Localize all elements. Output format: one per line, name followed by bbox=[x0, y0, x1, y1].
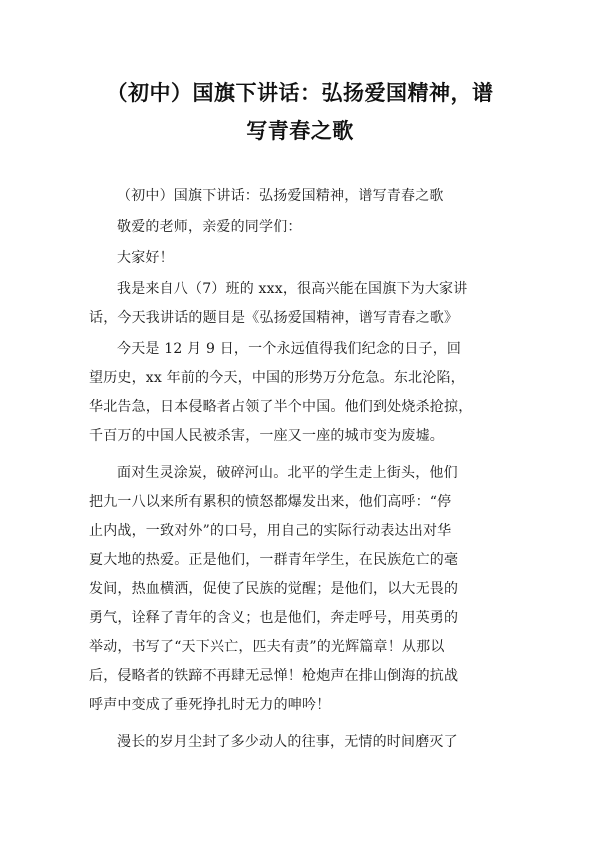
closing-paragraph bbox=[89, 728, 519, 757]
salutation-paragraph bbox=[89, 213, 519, 242]
greeting-paragraph bbox=[89, 244, 519, 273]
document-body bbox=[89, 182, 519, 757]
text-line: 话，今天我讲话的题目是《弘扬爱国精神，谱写青春之歌》 bbox=[89, 310, 459, 326]
text-line: 把九一八以来所有累积的愤怒都爆发出来，他们高呼：“停 bbox=[89, 494, 452, 510]
text-line: （初中）国旗下讲话：弘扬爱国精神，谱写青春之歌 bbox=[117, 188, 444, 204]
subtitle-paragraph bbox=[89, 182, 519, 211]
intro-paragraph bbox=[89, 275, 519, 333]
text-line: 发间，热血横洒，促使了民族的觉醒；是他们，以大无畏的 bbox=[89, 581, 459, 597]
document-title bbox=[60, 74, 540, 150]
history-paragraph bbox=[89, 335, 519, 451]
text-line: 今天是 12 月 9 日，一个永远值得我们纪念的日子，回 bbox=[117, 341, 462, 357]
text-line: 面对生灵涂炭，破碎河山。北平的学生走上街头，他们 bbox=[117, 465, 458, 481]
text-line: 望历史，xx 年前的今天，中国的形势万分危急。东北沦陷， bbox=[89, 370, 465, 386]
text-line: 呼声中变成了垂死挣扎时无力的呻吟！ bbox=[89, 697, 331, 713]
title-line: （初中）国旗下讲话：弘扬爱国精神，谱 bbox=[106, 81, 494, 105]
students-paragraph bbox=[89, 459, 519, 720]
text-line: 后，侵略者的铁蹄不再肆无忌惮！枪炮声在排山倒海的抗战 bbox=[89, 668, 459, 684]
text-line: 举动，书写了“天下兴亡，匹夫有责”的光辉篇章！从那以 bbox=[89, 639, 445, 655]
title-line: 写青春之歌 bbox=[246, 119, 354, 143]
text-line: 勇气，诠释了青年的含义；也是他们，奔走呼号，用英勇的 bbox=[89, 610, 459, 626]
text-line: 漫长的岁月尘封了多少动人的往事，无情的时间磨灭了 bbox=[117, 734, 458, 750]
text-line: 敬爱的老师，亲爱的同学们： bbox=[117, 219, 302, 235]
text-line: 我是来自八（7）班的 xxx，很高兴能在国旗下为大家讲 bbox=[117, 281, 468, 297]
text-line: 千百万的中国人民被杀害，一座又一座的城市变为废墟。 bbox=[89, 428, 444, 444]
text-line: 止内战，一致对外”的口号，用自己的实际行动表达出对华 bbox=[89, 523, 452, 539]
text-line: 大家好！ bbox=[117, 250, 174, 266]
text-line: 华北告急，日本侵略者占领了半个中国。他们到处烧杀抢掠， bbox=[89, 399, 473, 415]
text-line: 夏大地的热爱。正是他们，一群青年学生，在民族危亡的毫 bbox=[89, 552, 459, 568]
